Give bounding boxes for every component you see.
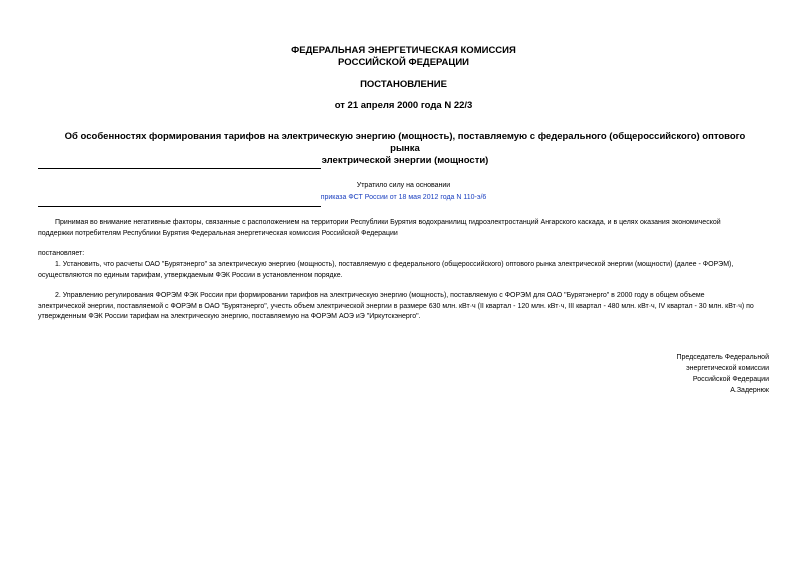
agency-line-1: ФЕДЕРАЛЬНАЯ ЭНЕРГЕТИЧЕСКАЯ КОМИССИЯ xyxy=(291,45,516,56)
agency-line-2: РОССИЙСКОЙ ФЕДЕРАЦИИ xyxy=(337,57,469,68)
signature-line-3: Российской Федерации xyxy=(692,376,769,383)
document-type: ПОСТАНОВЛЕНИЕ xyxy=(360,79,447,90)
repeal-order-link[interactable]: приказа ФСТ России от 18 мая 2012 года N 110-э/6 xyxy=(320,194,487,201)
signature-line-1: Председатель Федеральной xyxy=(676,354,769,361)
item-2-paragraph xyxy=(38,291,769,323)
divider-top xyxy=(38,168,321,169)
status-note-text: Утратило силу на основании xyxy=(356,182,451,189)
signature-name: А.Задернюк xyxy=(730,387,769,394)
preamble-line-2: поддержки потребителям Республики Бурятия Федеральная энергетическая комиссия Российской Федерации xyxy=(38,229,398,237)
title-line-1: Об особенностях формирования тарифов на электрическую энергию (мощность), поставляемую с федерального (общероссийского) оптового рынка xyxy=(64,131,746,154)
signature-block xyxy=(569,352,769,396)
item-1-paragraph xyxy=(38,260,769,281)
resolves-text: постановляет: xyxy=(38,250,85,257)
agency-name xyxy=(0,45,807,69)
status-note xyxy=(0,180,807,204)
item-2-line-2: электрической энергии, поставляемой с ФОРЭМ в ОАО "Бурятэнерго", учесть объем электрической энергии в размере 630 млн. кВт·ч (II квартал - 120 млн. кВт·ч, III квартал - 480 млн. кВт·ч, IV квартал - 30 млн. кВт·ч) по xyxy=(38,302,754,310)
item-2-line-1: 2. Управлению регулирования ФОРЭМ ФЭК России при формировании тарифов на электрическую энергию (мощность), поставляемую с ФОРЭМ для ОАО "Бурятэнерго" в 2000 году в общем объеме xyxy=(55,292,705,299)
title-line-2: электрической энергии (мощности) xyxy=(321,155,489,166)
signature-line-2: энергетической комиссии xyxy=(686,365,769,372)
document-date: от 21 апреля 2000 года N 22/3 xyxy=(334,100,473,111)
resolves-paragraph xyxy=(38,249,769,260)
item-1-line-2: осуществляются по единым тарифам, утверждаемым ФЭК России в установленном порядке. xyxy=(38,271,343,279)
item-2-line-3: утвержденным ФЭК России тарифам на электрическую энергию, поставляемую на ФОРЭМ АОЭ иЭ "Иркутскэнерго". xyxy=(38,313,421,320)
divider-bottom xyxy=(38,206,321,207)
preamble-line-1: Принимая во внимание негативные факторы, связанные с расположением на территории Республики Бурятия водохранилищ гидроэлектростанций Ангарского каскада, и в целях оказания экономической xyxy=(55,219,721,226)
preamble-paragraph xyxy=(38,218,769,239)
item-1-line-1: 1. Установить, что расчеты ОАО "Бурятэнерго" за электрическую энергию (мощность), поставляемую с федерального (общероссийского) оптового рынка электрической энергии (мощности) (далее - ФОРЭМ), xyxy=(55,261,734,268)
document-title xyxy=(60,131,750,167)
